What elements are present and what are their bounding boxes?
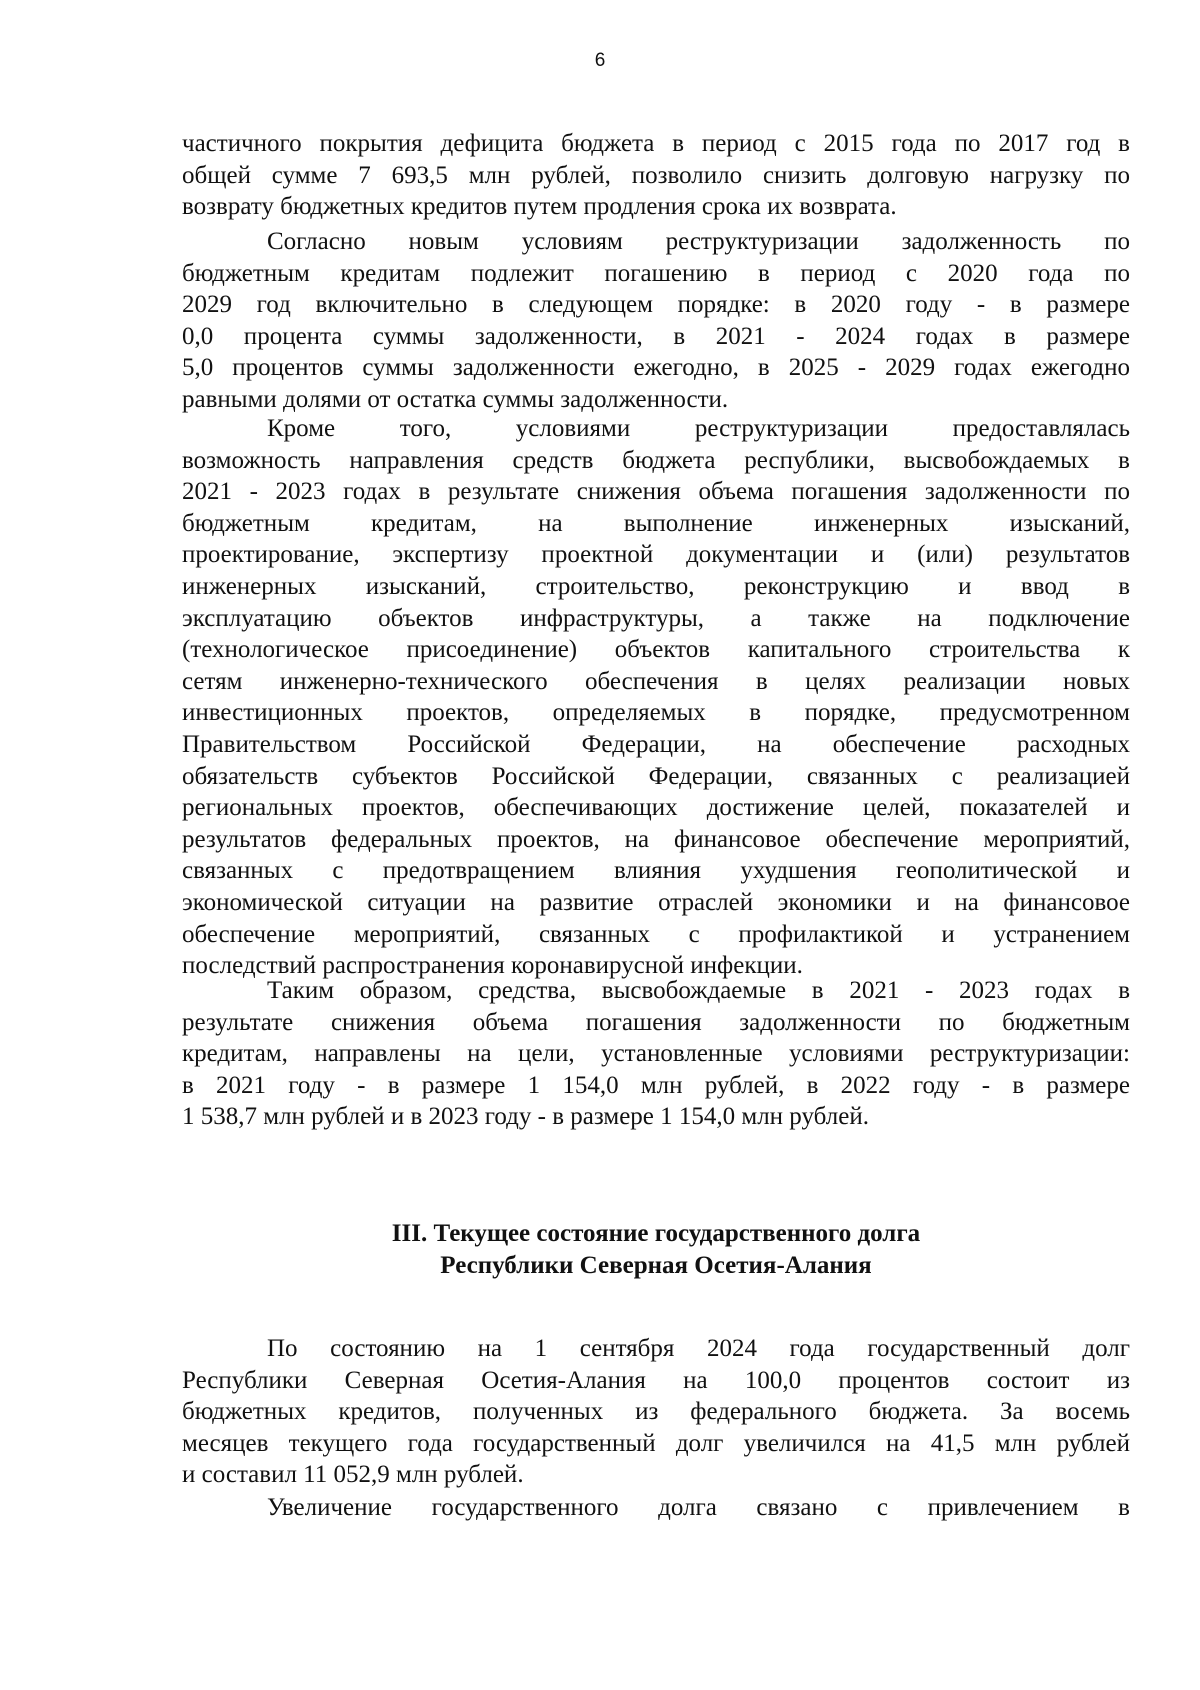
text-line: инженерных изысканий, строительство, реконструкцию и ввод в bbox=[182, 572, 1130, 600]
text-line: бюджетным кредитам подлежит погашению в период с 2020 года по bbox=[182, 259, 1130, 287]
text-line: По состоянию на 1 сентября 2024 года государственный долг bbox=[267, 1335, 1130, 1362]
text-line: результате снижения объема погашения задолженности по бюджетным bbox=[182, 1008, 1130, 1036]
paragraph-continuation bbox=[182, 128, 1130, 223]
text-line: 0,0 процента суммы задолженности, в 2021 - 2024 годах в размере bbox=[182, 322, 1130, 350]
text-line: (технологическое присоединение) объектов капитального строительства к bbox=[182, 636, 1130, 664]
text-line: бюджетным кредитам, на выполнение инженерных изысканий, bbox=[182, 509, 1130, 537]
text-line: в 2021 году - в размере 1 154,0 млн рублей, в 2022 году - в размере bbox=[182, 1071, 1130, 1099]
text-line: Таким образом, средства, высвобождаемые в 2021 - 2023 годах в bbox=[267, 977, 1130, 1004]
page-number: 6 bbox=[594, 50, 606, 71]
text-line: общей сумме 7 693,5 млн рублей, позволило снизить долговую нагрузку по bbox=[182, 161, 1130, 189]
text-line: региональных проектов, обеспечивающих достижение целей, показателей и bbox=[182, 794, 1130, 822]
text-line: Согласно новым условиям реструктуризации задолженность по bbox=[267, 228, 1130, 255]
text-line: обеспечение мероприятий, связанных с профилактикой и устранением bbox=[182, 920, 1130, 948]
text-line: бюджетных кредитов, полученных из федерального бюджета. За восемь bbox=[182, 1398, 1130, 1426]
text-line: 2021 - 2023 годах в результате снижения объема погашения задолженности по bbox=[182, 478, 1130, 506]
text-line: частичного покрытия дефицита бюджета в период с 2015 года по 2017 год в bbox=[182, 130, 1130, 157]
text-line: Увеличение государственного долга связано с привлечением в bbox=[267, 1494, 1130, 1521]
section-heading-line: Республики Северная Осетия-Алания bbox=[440, 1252, 872, 1279]
text-line: кредитам, направлены на цели, установленные условиями реструктуризации: bbox=[182, 1040, 1130, 1068]
paragraph-debt-status bbox=[182, 1333, 1130, 1491]
text-line: 1 538,7 млн рублей и в 2023 году - в размере 1 154,0 млн рублей. bbox=[182, 1103, 869, 1131]
text-line: месяцев текущего года государственный долг увеличился на 41,5 млн рублей bbox=[182, 1429, 1130, 1457]
text-line: результатов федеральных проектов, на финансовое обеспечение мероприятий, bbox=[182, 825, 1130, 853]
text-line: возможность направления средств бюджета республики, высвобождаемых в bbox=[182, 446, 1130, 474]
text-line: возврату бюджетных кредитов путем продления срока их возврата. bbox=[182, 193, 897, 221]
section-heading-line: III. Текущее состояние государственного долга bbox=[391, 1220, 921, 1247]
text-line: Правительством Российской Федерации, на обеспечение расходных bbox=[182, 730, 1130, 758]
section-heading bbox=[182, 1218, 1130, 1282]
text-line: Республики Северная Осетия-Алания на 100,0 процентов состоит из bbox=[182, 1366, 1130, 1394]
text-line: проектирование, экспертизу проектной документации и (или) результатов bbox=[182, 541, 1130, 569]
paragraph-released-funds-directions bbox=[182, 413, 1130, 982]
text-line: эксплуатацию объектов инфраструктуры, а также на подключение bbox=[182, 604, 1130, 632]
text-line: инвестиционных проектов, определяемых в порядке, предусмотренном bbox=[182, 699, 1130, 727]
text-line: равными долями от остатка суммы задолженности. bbox=[182, 385, 729, 413]
paragraph-debt-increase bbox=[182, 1492, 1130, 1524]
text-line: 5,0 процентов суммы задолженности ежегодно, в 2025 - 2029 годах ежегодно bbox=[182, 354, 1130, 382]
paragraph-restructuring-terms bbox=[182, 226, 1130, 416]
text-line: последствий распространения коронавирусной инфекции. bbox=[182, 952, 803, 980]
paragraph-released-funds-amounts bbox=[182, 975, 1130, 1133]
text-line: связанных с предотвращением влияния ухудшения геополитической и bbox=[182, 857, 1130, 885]
text-line: 2029 год включительно в следующем порядке: в 2020 году - в размере bbox=[182, 291, 1130, 319]
text-line: обязательств субъектов Российской Федерации, связанных с реализацией bbox=[182, 762, 1130, 790]
text-line: экономической ситуации на развитие отраслей экономики и на финансовое bbox=[182, 888, 1130, 916]
text-line: сетям инженерно-технического обеспечения в целях реализации новых bbox=[182, 667, 1130, 695]
text-line: и составил 11 052,9 млн рублей. bbox=[182, 1461, 524, 1489]
text-line: Кроме того, условиями реструктуризации предоставлялась bbox=[267, 415, 1130, 442]
